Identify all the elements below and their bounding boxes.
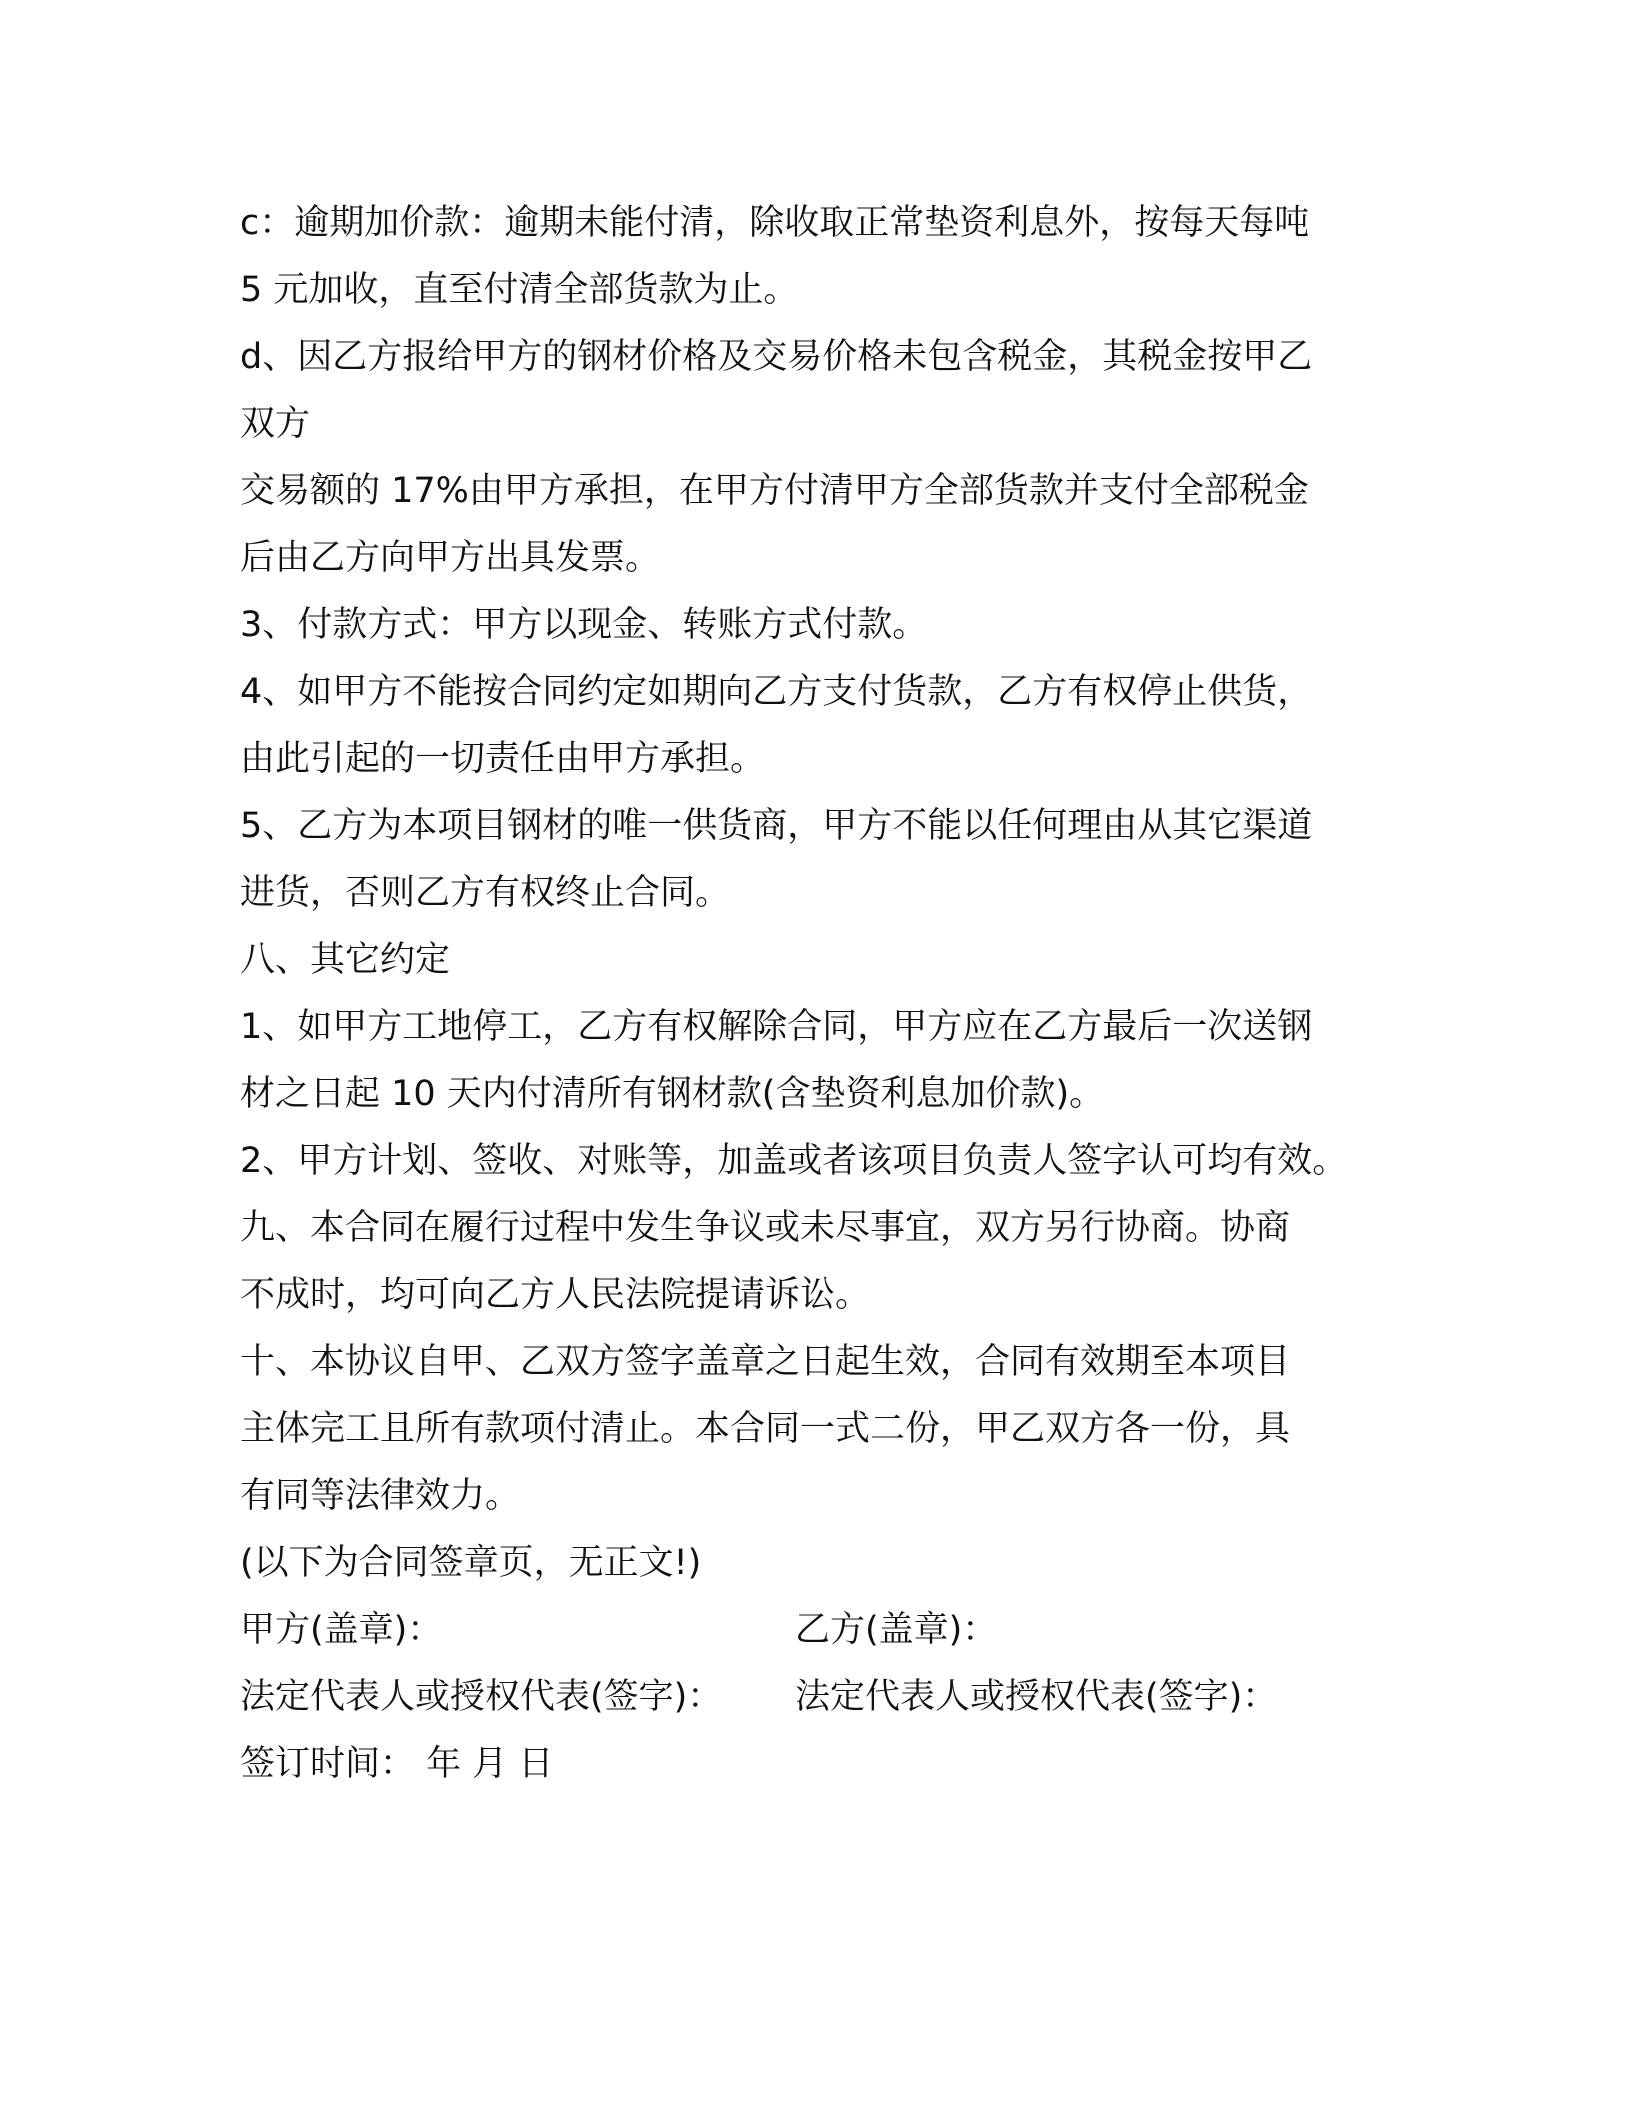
text-line: 后由乙方向甲方出具发票。 (240, 538, 661, 578)
text-line: 交易额的 17%由甲方承担，在甲方付清甲方全部货款并支付全部税金 (240, 471, 1309, 511)
sign-date-label: 签订时间： 年 月 日 (240, 1744, 554, 1784)
text-line: 有同等法律效力。 (240, 1476, 521, 1516)
text-line: c：逾期加价款：逾期未能付清，除收取正常垫资利息外，按每天每吨 (240, 203, 1310, 243)
text-line: 5、乙方为本项目钢材的唯一供货商，甲方不能以任何理由从其它渠道 (240, 806, 1313, 846)
text-line: 进货，否则乙方有权终止合同。 (240, 873, 731, 913)
seal-row (240, 1597, 1420, 1664)
text-line: 由此引起的一切责任由甲方承担。 (240, 739, 766, 779)
text-line: 5 元加收，直至付清全部货款为止。 (240, 270, 799, 310)
representative-row (240, 1664, 1420, 1731)
party-b-seal-label: 乙方(盖章)： (795, 1610, 998, 1650)
party-b-representative-label: 法定代表人或授权代表(签字)： (795, 1677, 1278, 1717)
text-line: 主体完工且所有款项付清止。本合同一式二份，甲乙双方各一份，具 (240, 1409, 1291, 1449)
party-a-seal-label: 甲方(盖章)： (240, 1610, 443, 1650)
text-line: 2、甲方计划、签收、对账等，加盖或者该项目负责人签字认可均有效。 (240, 1141, 1348, 1181)
text-line: 不成时，均可向乙方人民法院提请诉讼。 (240, 1275, 871, 1315)
text-line: 1、如甲方工地停工，乙方有权解除合同，甲方应在乙方最后一次送钢 (240, 1007, 1313, 1047)
text-line: d、因乙方报给甲方的钢材价格及交易价格未包含税金，其税金按甲乙 (240, 337, 1313, 377)
text-line: 材之日起 10 天内付清所有钢材款(含垫资利息加价款)。 (240, 1074, 1105, 1114)
party-a-representative-label: 法定代表人或授权代表(签字)： (240, 1677, 723, 1717)
text-line: 4、如甲方不能按合同约定如期向乙方支付货款，乙方有权停止供货， (240, 672, 1313, 712)
text-line: 九、本合同在履行过程中发生争议或未尽事宜，双方另行协商。协商 (240, 1208, 1291, 1248)
section-heading: 八、其它约定 (240, 940, 451, 980)
text-line: 3、付款方式：甲方以现金、转账方式付款。 (240, 605, 928, 645)
contract-body (240, 190, 1420, 1798)
signature-page-note: (以下为合同签章页，无正文!) (240, 1543, 702, 1583)
text-line: 双方 (240, 404, 311, 444)
text-line: 十、本协议自甲、乙双方签字盖章之日起生效，合同有效期至本项目 (240, 1342, 1291, 1382)
